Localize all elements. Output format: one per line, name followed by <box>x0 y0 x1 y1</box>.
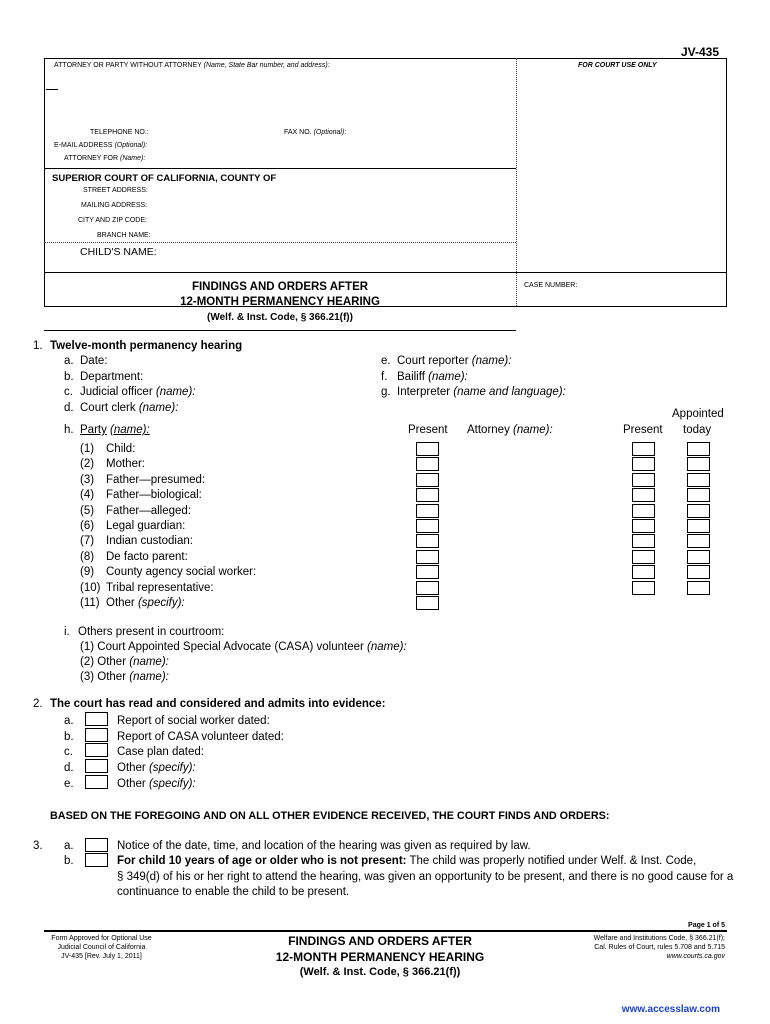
s2-number: 2. <box>33 698 43 710</box>
party-present-checkbox[interactable] <box>416 473 439 487</box>
s3-b-text-line1: For child 10 years of age or older who is not present: The child was properly notified under Welf. & Inst. Code, <box>117 855 697 867</box>
mailing-address-label: MAILING ADDRESS: <box>81 202 148 209</box>
party-present-checkbox[interactable] <box>416 519 439 533</box>
others-item-3: (3) Other (name): <box>80 671 169 683</box>
appointed-today-checkbox[interactable] <box>687 488 710 502</box>
s1-d-letter: d. <box>64 402 74 414</box>
evidence-checkbox[interactable] <box>85 759 108 773</box>
attorney-present-checkbox[interactable] <box>632 519 655 533</box>
evidence-opt: (specify): <box>148 778 196 790</box>
evidence-opt: (specify): <box>148 762 196 774</box>
party-number: (11) <box>80 597 100 609</box>
party-opt: (specify): <box>137 597 185 609</box>
s3-b-text-line3: continuance to enable the child to be present. <box>117 886 350 898</box>
party-number: (3) <box>80 474 95 486</box>
party-row <box>80 597 185 609</box>
party-present-checkbox[interactable] <box>416 457 439 471</box>
appointed-today-checkbox[interactable] <box>687 442 710 456</box>
s3-b-checkbox[interactable] <box>85 853 108 867</box>
evidence-letter: a. <box>64 715 74 727</box>
attorney-present-checkbox[interactable] <box>632 550 655 564</box>
party-label: County agency social worker: <box>106 566 257 578</box>
s2-heading: The court has read and considered and admits into evidence: <box>50 698 386 710</box>
appointed-today-checkbox[interactable] <box>687 457 710 471</box>
party-row <box>80 474 205 486</box>
appointed-today-checkbox[interactable] <box>687 581 710 595</box>
footer-right-1: Welfare and Institutions Code, § 366.21(f); <box>593 935 725 942</box>
s1-g-letter: g. <box>381 386 391 398</box>
s3-a-checkbox[interactable] <box>85 838 108 852</box>
footer-left-3: JV-435 [Rev. July 1, 2011] <box>61 953 142 960</box>
evidence-letter: c. <box>64 746 73 758</box>
header-right-border <box>726 58 727 306</box>
evidence-checkbox[interactable] <box>85 712 108 726</box>
party-number: (6) <box>80 520 95 532</box>
s3-a-letter: a. <box>64 840 74 852</box>
s1-heading: Twelve-month permanency hearing <box>50 340 243 352</box>
s3-number: 3. <box>33 840 43 852</box>
case-number-label: CASE NUMBER: <box>524 282 578 289</box>
present2-header: Present <box>623 424 663 436</box>
email-label: E-MAIL ADDRESS (Optional): <box>54 142 148 149</box>
evidence-text: Other <box>117 762 146 774</box>
footer-right-2: Cal. Rules of Court, rules 5.708 and 5.715 <box>594 944 725 951</box>
evidence-letter: e. <box>64 778 74 790</box>
party-row <box>80 535 193 547</box>
party-row <box>80 489 202 501</box>
header-left-border <box>44 58 45 306</box>
party-number: (10) <box>80 582 101 594</box>
appointed-today-checkbox[interactable] <box>687 550 710 564</box>
party-label: Tribal representative: <box>106 582 214 594</box>
party-present-checkbox[interactable] <box>416 550 439 564</box>
fax-label: FAX NO. (Optional): <box>284 129 347 136</box>
party-header: Party (name): <box>80 424 150 436</box>
attorney-present-checkbox[interactable] <box>632 534 655 548</box>
attorney-present-checkbox[interactable] <box>632 504 655 518</box>
attorney-name-field[interactable] <box>46 89 58 90</box>
s1-number: 1. <box>33 340 43 352</box>
party-present-checkbox[interactable] <box>416 581 439 595</box>
attorney-present-checkbox[interactable] <box>632 473 655 487</box>
evidence-text: Case plan dated: <box>117 746 204 758</box>
findings-heading: BASED ON THE FOREGOING AND ON ALL OTHER EVIDENCE RECEIVED, THE COURT FINDS AND ORDERS: <box>50 810 610 822</box>
form-title-line2: 12-MONTH PERMANENCY HEARING <box>180 296 380 308</box>
attorney-label: ATTORNEY OR PARTY WITHOUT ATTORNEY (Name, State Bar number, and address): <box>54 62 330 69</box>
s1-i-letter: i. <box>64 626 70 638</box>
appointed-today-checkbox[interactable] <box>687 519 710 533</box>
s1-b-label: Department: <box>80 371 144 383</box>
attorney-for-label: ATTORNEY FOR (Name): <box>64 155 146 162</box>
attorney-present-checkbox[interactable] <box>632 488 655 502</box>
branch-name-label: BRANCH NAME: <box>97 232 151 239</box>
party-label: Legal guardian: <box>106 520 186 532</box>
party-number: (5) <box>80 505 95 517</box>
others-item-1: (1) Court Appointed Special Advocate (CASA) volunteer (name): <box>80 641 407 653</box>
s1-e-label: Court reporter (name): <box>397 355 512 367</box>
others-present-label: Others present in courtroom: <box>78 626 225 638</box>
s1-a-label: Date: <box>80 355 108 367</box>
court-use-label: FOR COURT USE ONLY <box>578 62 657 69</box>
s3-a-text: Notice of the date, time, and location of the hearing was given as required by law. <box>117 840 531 852</box>
party-row <box>80 582 214 594</box>
footer-title-2: 12-MONTH PERMANENCY HEARING <box>275 950 485 964</box>
attorney-present-checkbox[interactable] <box>632 442 655 456</box>
s1-h-letter: h. <box>64 424 74 436</box>
appointed-today-checkbox[interactable] <box>687 534 710 548</box>
appointed-today-checkbox[interactable] <box>687 504 710 518</box>
court-section-divider <box>44 168 516 169</box>
party-label: Child: <box>106 443 136 455</box>
party-row <box>80 566 256 578</box>
form-title-line1: FINDINGS AND ORDERS AFTER <box>191 281 369 293</box>
attorney-header: Attorney (name): <box>467 424 553 436</box>
evidence-text: Report of CASA volunteer dated: <box>117 731 284 743</box>
s1-f-letter: f. <box>381 371 388 383</box>
evidence-checkbox[interactable] <box>85 775 108 789</box>
evidence-label <box>117 731 284 743</box>
title-bottom-border <box>44 330 516 331</box>
child-name-divider <box>44 242 516 243</box>
evidence-label <box>117 746 204 758</box>
s1-f-label: Bailiff (name): <box>397 371 468 383</box>
party-present-checkbox[interactable] <box>416 488 439 502</box>
s1-d-label: Court clerk (name): <box>80 402 179 414</box>
party-label: Father—biological: <box>106 489 202 501</box>
s1-e-letter: e. <box>381 355 391 367</box>
s1-c-letter: c. <box>64 386 73 398</box>
party-row <box>80 505 191 517</box>
party-label: De facto parent: <box>106 551 188 563</box>
evidence-label <box>117 778 196 790</box>
evidence-letter: d. <box>64 762 74 774</box>
party-number: (7) <box>80 535 95 547</box>
footer-left-1: Form Approved for Optional Use <box>51 935 152 942</box>
appointed-header: Appointed <box>672 408 724 420</box>
s1-a-letter: a. <box>64 355 74 367</box>
header-top-border <box>44 58 727 59</box>
party-label: Father—presumed: <box>106 474 206 486</box>
party-row <box>80 443 135 455</box>
party-label: Father—alleged: <box>106 505 192 517</box>
accesslaw-link[interactable]: www.accesslaw.com <box>621 1004 720 1015</box>
attorney-present-checkbox[interactable] <box>632 581 655 595</box>
others-item-2: (2) Other (name): <box>80 656 169 668</box>
appointed-today-checkbox[interactable] <box>687 565 710 579</box>
footer-title-3: (Welf. & Inst. Code, § 366.21(f)) <box>299 966 461 978</box>
footer-title-1: FINDINGS AND ORDERS AFTER <box>288 934 472 948</box>
child-name-label: CHILD'S NAME: <box>80 246 157 258</box>
party-number: (9) <box>80 566 95 578</box>
today-header: today <box>683 424 712 436</box>
page-number: Page 1 of 5 <box>688 922 725 929</box>
party-label: Other <box>106 597 135 609</box>
court-use-divider <box>516 58 517 306</box>
evidence-label <box>117 762 196 774</box>
party-number: (1) <box>80 443 95 455</box>
s3-b-letter: b. <box>64 855 74 867</box>
party-number: (8) <box>80 551 95 563</box>
evidence-text: Report of social worker dated: <box>117 715 270 727</box>
party-row <box>80 458 145 470</box>
s1-g-label: Interpreter (name and language): <box>397 386 566 398</box>
party-present-checkbox[interactable] <box>416 596 439 610</box>
city-zip-label: CITY AND ZIP CODE: <box>78 217 147 224</box>
party-present-checkbox[interactable] <box>416 534 439 548</box>
attorney-present-checkbox[interactable] <box>632 457 655 471</box>
party-present-checkbox[interactable] <box>416 442 439 456</box>
party-label: Indian custodian: <box>106 535 193 547</box>
party-present-checkbox[interactable] <box>416 565 439 579</box>
evidence-checkbox[interactable] <box>85 743 108 757</box>
street-address-label: STREET ADDRESS: <box>83 187 148 194</box>
evidence-label <box>117 715 270 727</box>
party-row <box>80 551 188 563</box>
party-number: (2) <box>80 458 95 470</box>
attorney-present-checkbox[interactable] <box>632 565 655 579</box>
telephone-label: TELEPHONE NO.: <box>90 129 149 136</box>
form-title-line3: (Welf. & Inst. Code, § 366.21(f)) <box>207 312 353 323</box>
footer-left-2: Judicial Council of California <box>57 944 146 951</box>
evidence-letter: b. <box>64 731 74 743</box>
present-header: Present <box>408 424 448 436</box>
evidence-checkbox[interactable] <box>85 728 108 742</box>
footer-right-3: www.courts.ca.gov <box>666 953 725 960</box>
party-row <box>80 520 185 532</box>
form-id: JV-435 <box>681 45 720 59</box>
evidence-text: Other <box>117 778 146 790</box>
s1-c-label: Judicial officer (name): <box>80 386 196 398</box>
appointed-today-checkbox[interactable] <box>687 473 710 487</box>
s3-b-text-line2: § 349(d) of his or her right to attend the hearing, was given an opportunity to be present, and there is no good cause for a <box>117 871 734 883</box>
s1-b-letter: b. <box>64 371 74 383</box>
title-section-divider <box>44 272 727 273</box>
footer-rule <box>44 930 727 932</box>
party-present-checkbox[interactable] <box>416 504 439 518</box>
court-title: SUPERIOR COURT OF CALIFORNIA, COUNTY OF <box>52 173 277 184</box>
party-number: (4) <box>80 489 95 501</box>
party-label: Mother: <box>106 458 145 470</box>
